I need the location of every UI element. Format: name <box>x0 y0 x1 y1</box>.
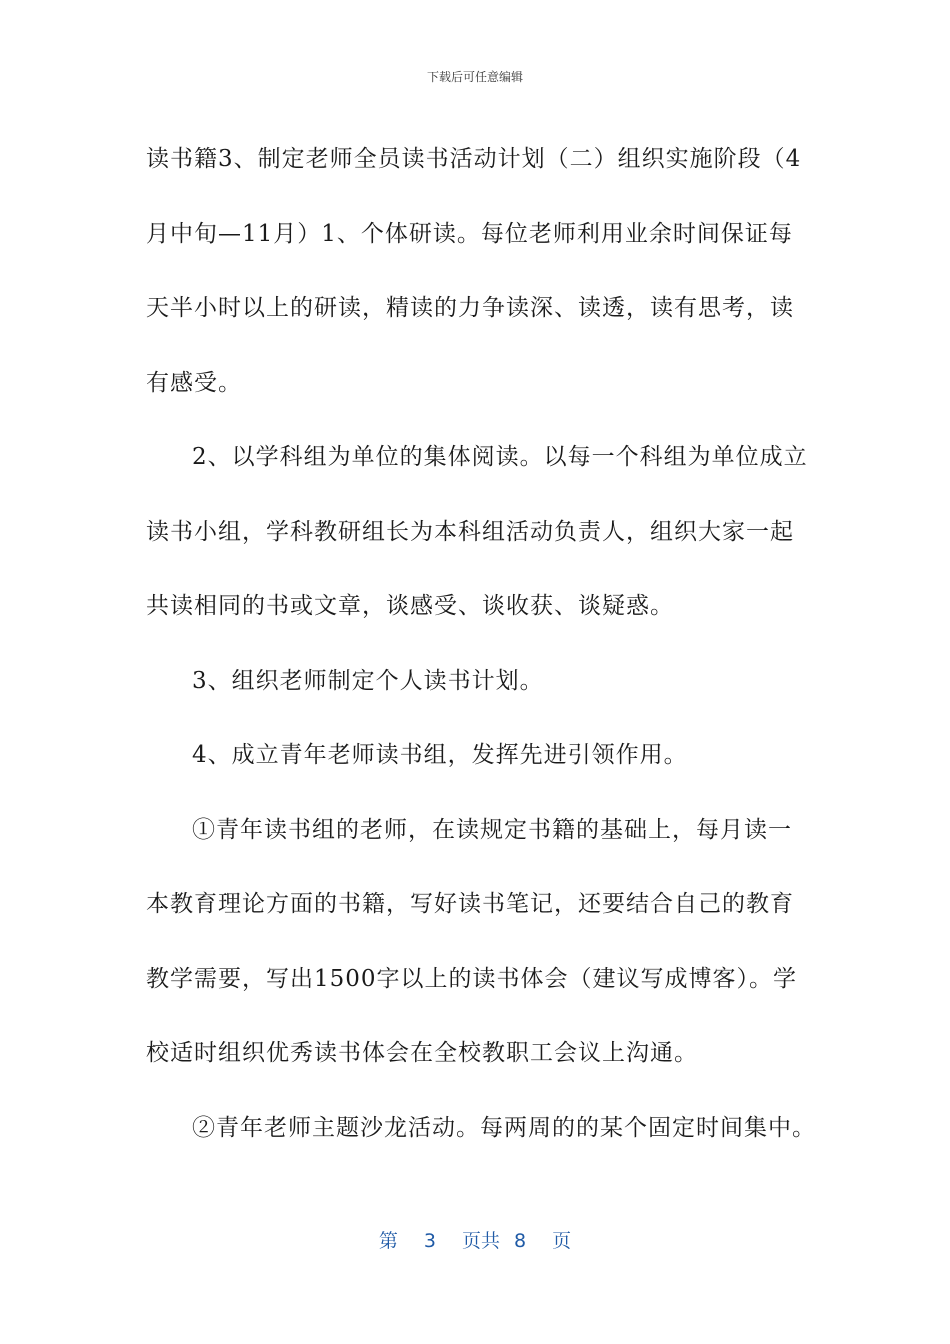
paragraph-3 <box>146 644 816 719</box>
paragraph-6 <box>146 1091 816 1166</box>
page-header: 下载后可任意编辑 <box>426 70 523 84</box>
page-middle: 页共 <box>461 1230 500 1252</box>
paragraph-5 <box>146 793 816 1091</box>
text-line: 月中旬—11月）1、个体研读。每位老师利用业余时间保证每 <box>146 220 793 247</box>
text-line: 共读相同的书或文章，谈感受、谈收获、谈疑惑。 <box>146 593 674 619</box>
text-line: 读书小组，学科教研组长为本科组活动负责人，组织大家一起 <box>146 518 794 545</box>
text-line: 4、成立青年老师读书组，发挥先进引领作用。 <box>192 742 688 768</box>
text-line: 2、以学科组为单位的集体阅读。以每一个科组为单位成立 <box>192 444 808 470</box>
text-line: ②青年老师主题沙龙活动。每两周的的某个固定时间集中。 <box>192 1114 816 1141</box>
text-line: 天半小时以上的研读，精读的力争读深、读透，读有思考，读 <box>146 295 794 321</box>
text-line: 本教育理论方面的书籍，写好读书笔记，还要结合自己的教育 <box>146 891 794 917</box>
document-body <box>146 122 816 1165</box>
current-page-number: 3 <box>423 1230 436 1252</box>
page-footer <box>0 1226 950 1253</box>
paragraph-1 <box>146 122 816 420</box>
text-line: 校适时组织优秀读书体会在全校教职工会议上沟通。 <box>146 1040 698 1066</box>
text-line: 读书籍3、制定老师全员读书活动计划（二）组织实施阶段（4 <box>146 146 802 172</box>
page-prefix: 第 <box>378 1230 398 1252</box>
text-line: 教学需要，写出1500字以上的读书体会（建议写成博客）。学 <box>146 965 798 992</box>
text-line: 有感受。 <box>146 369 242 396</box>
text-line: ①青年读书组的老师，在读规定书籍的基础上，每月读一 <box>192 816 792 843</box>
paragraph-2 <box>146 420 816 644</box>
total-pages-number: 8 <box>514 1230 527 1252</box>
text-line: 3、组织老师制定个人读书计划。 <box>192 667 544 694</box>
paragraph-4 <box>146 718 816 793</box>
page-suffix: 页 <box>552 1230 572 1252</box>
